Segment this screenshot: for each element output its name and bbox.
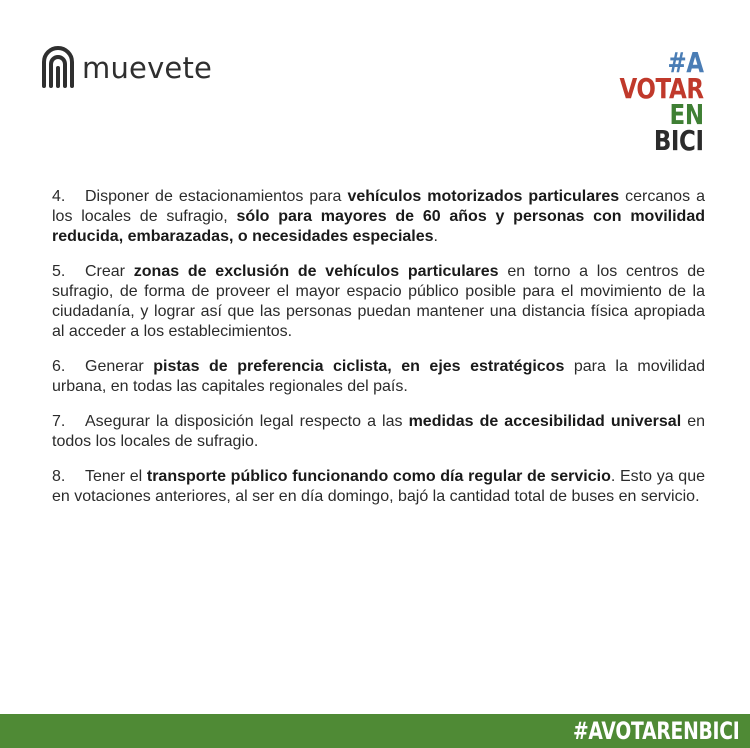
footer-hashtag: #AVOTARENBICI — [573, 717, 740, 745]
item-number: 6. — [52, 358, 66, 375]
list-item: 7. Asegurar la disposición legal respecto a las medidas de accesibilidad universal en todos los locales de sufragio. — [52, 413, 706, 450]
item-number: 7. — [52, 413, 66, 430]
campaign-line-2: VOTAR — [619, 72, 704, 105]
list-item: 4. Disponer de estacionamientos para vehículos motorizados particulares cercanos a los locales de sufragio, sólo para mayores de 60 años y personas con movilidad reducida, embarazadas, o necesidades especiales. — [52, 188, 705, 245]
campaign-line-3: EN — [669, 98, 704, 131]
item-number: 5. — [52, 263, 66, 280]
muevete-logo-icon — [40, 46, 76, 90]
item-number: 8. — [52, 468, 66, 485]
brand-logo — [40, 46, 212, 90]
campaign-line-4: BICI — [654, 124, 704, 157]
proposal-list — [52, 187, 705, 522]
footer-bar — [0, 714, 750, 748]
campaign-hashtag-logo — [619, 46, 704, 157]
item-number: 4. — [52, 188, 66, 205]
brand-name: muevete — [82, 50, 213, 85]
list-item: 5. Crear zonas de exclusión de vehículos particulares en torno a los centros de sufragio, de forma de proveer el mayor espacio público posible para el movimiento de la ciudadanía, y lograr así que las personas puedan mantener una distancia física apropiada al acceder a los establecimientos. — [52, 263, 705, 340]
campaign-line-1: #A — [667, 46, 704, 79]
list-item: 6. Generar pistas de preferencia ciclista, en ejes estratégicos para la movilidad urbana, en todas las capitales regionales del país. — [52, 358, 706, 395]
list-item: 8. Tener el transporte público funcionando como día regular de servicio. Esto ya que en votaciones anteriores, al ser en día domingo, bajó la cantidad total de buses en servicio. — [52, 468, 706, 505]
